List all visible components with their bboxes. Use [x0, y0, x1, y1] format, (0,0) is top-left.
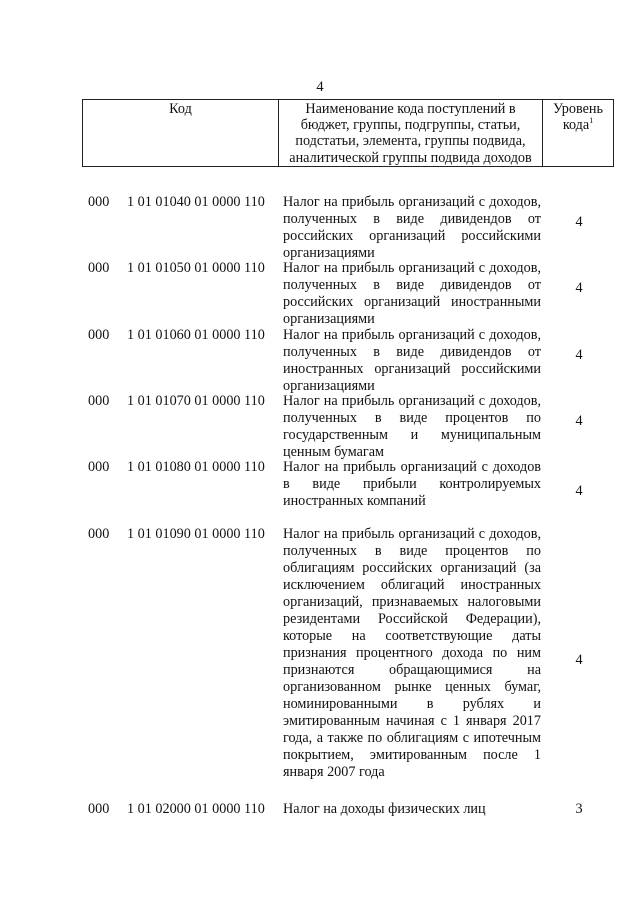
admin-code: 000: [88, 194, 110, 210]
header-name-label: Наименование кода поступлений в бюджет, группы, подгруппы, статьи, подстатьи, элемента, группы подвида, аналитической группы подвида доходов: [289, 101, 532, 166]
budget-code: 1 01 01070 01 0000 110: [127, 393, 265, 409]
code-level: 4: [575, 280, 583, 296]
budget-code: 1 01 01050 01 0000 110: [127, 260, 265, 276]
table-header: [82, 99, 614, 167]
header-code-cell: [83, 100, 279, 167]
budget-code: 1 01 01040 01 0000 110: [127, 194, 265, 210]
code-level: 4: [575, 483, 583, 499]
code-level: 4: [575, 347, 583, 363]
budget-code: 1 01 01060 01 0000 110: [127, 327, 265, 343]
admin-code: 000: [88, 459, 110, 475]
code-level: 3: [575, 801, 583, 817]
table-row: [0, 393, 640, 460]
header-level-footnote-mark: 1: [589, 116, 594, 126]
admin-code: 000: [88, 327, 110, 343]
code-level: 4: [575, 413, 583, 429]
header-name-cell: [279, 100, 543, 167]
admin-code: 000: [88, 801, 110, 817]
code-name: Налог на прибыль организаций с доходов в виде прибыли контролируемых иностранных компаний: [283, 459, 541, 509]
code-level: 4: [575, 652, 583, 668]
budget-code: 1 01 02000 01 0000 110: [127, 801, 265, 817]
table-row: [0, 260, 640, 327]
budget-code: 1 01 01080 01 0000 110: [127, 459, 265, 475]
code-name: Налог на прибыль организаций с доходов, полученных в виде процентов по облигациям российских организаций (за исключением облигаций иностранных организаций, признаваемых налоговыми резидентами Российской Федерации), которые на соответствующие даты признания процентного дохода по ним признаются обращающимися на организованном рынке ценных бумаг, номинированными в рублях и эмитированным начиная с 1 января 2017 года, а также по облигациям с ипотечным покрытием, эмитированным после 1 января 2007 года: [283, 526, 541, 780]
code-name: Налог на прибыль организаций с доходов, полученных в виде процентов по государственным и муниципальным ценным бумагам: [283, 393, 541, 460]
table-row: [0, 526, 640, 798]
code-level: 4: [575, 214, 583, 230]
admin-code: 000: [88, 393, 110, 409]
code-name: Налог на прибыль организаций с доходов, полученных в виде дивидендов от иностранных организаций российскими организациями: [283, 327, 541, 394]
budget-code: 1 01 01090 01 0000 110: [127, 526, 265, 542]
admin-code: 000: [88, 526, 110, 542]
header-code-label: Код: [169, 101, 192, 117]
table-row: [0, 194, 640, 261]
admin-code: 000: [88, 260, 110, 276]
table-row: [0, 327, 640, 394]
table-row: [0, 459, 640, 523]
header-level-cell: [543, 100, 614, 167]
code-name: Налог на прибыль организаций с доходов, полученных в виде дивидендов от российских организаций иностранными организациями: [283, 260, 541, 327]
table-row: [0, 801, 640, 819]
code-name: Налог на прибыль организаций с доходов, полученных в виде дивидендов от российских организаций российскими организациями: [283, 194, 541, 261]
code-name: Налог на доходы физических лиц: [283, 801, 486, 817]
page-number: 4: [316, 79, 324, 95]
header-level-label: Уровень кода: [553, 101, 603, 134]
